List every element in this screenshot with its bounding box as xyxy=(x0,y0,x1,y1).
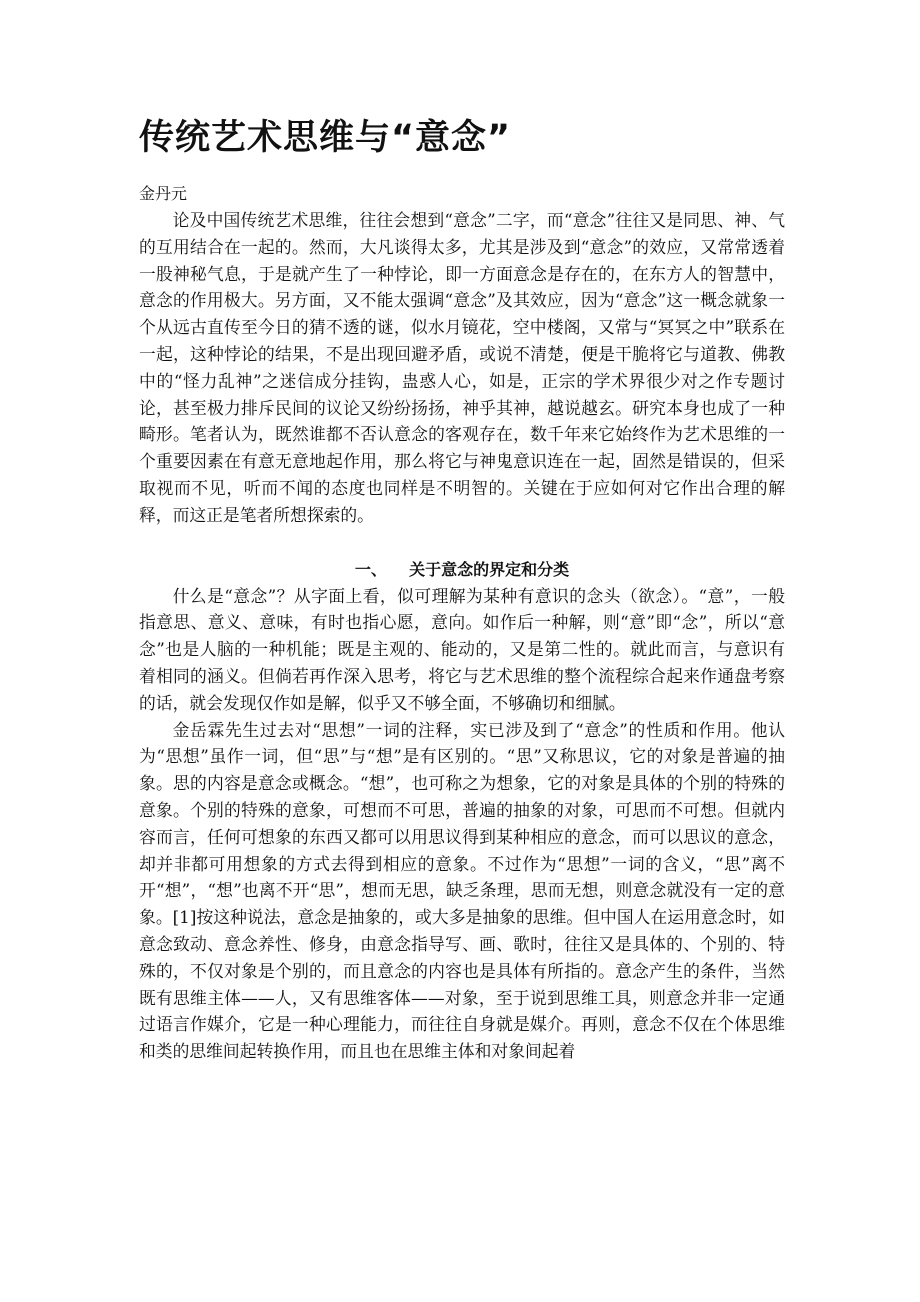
section-heading: 一、 关于意念的界定和分类 xyxy=(354,559,570,579)
document-page xyxy=(139,110,785,1065)
author-name: 金丹元 xyxy=(139,184,188,203)
intro-paragraph: 论及中国传统艺术思维，往往会想到“意念”二字，而“意念”往往又是同思、神、气的互用结合在一起的。然而，大凡谈得太多，尤其是涉及到“意念”的效应，又常常透着一股神秘气息，于是就产生了一种悖论，即一方面意念是存在的，在东方人的智慧中，意念的作用极大。另方面，又不能太强调“意念”及其效应，因为“意念”这一概念就象一个从远古直传至今日的猜不透的谜，似水月镜花，空中楼阁，又常与“冥冥之中”联系在一起，这种悖论的结果，不是出现回避矛盾，或说不清楚，便是干脆将它与道教、佛教中的“怪力乱神”之迷信成分挂钩，蛊惑人心，如是，正宗的学术界很少对之作专题讨论，甚至极力排斥民间的议论又纷纷扬扬，神乎其神，越说越玄。研究本身也成了一种畸形。笔者认为，既然谁都不否认意念的客观存在，数千年来它始终作为艺术思维的一个重要因素在有意无意地起作用，那么将它与神鬼意识连在一起，固然是错误的，但采取视而不见，听而不闻的态度也同样是不明智的。关键在于应如何对它作出合理的解释，而这正是笔者所想探索的。 xyxy=(139,210,785,525)
document-title: 传统艺术思维与“意念” xyxy=(139,118,512,158)
body-paragraph: 什么是“意念”？从字面上看，似可理解为某种有意识的念头（欲念）。“意”，一般指意思、意义、意味，有时也指心愿，意向。如作后一种解，则“意”即“念”，所以“意念”也是人脑的一种机能；既是主观的、能动的，又是第二性的。就此而言，与意识有着相同的涵义。但倘若再作深入思考，将它与艺术思维的整个流程综合起来作通盘考察的话，就会发现仅作如是解，似乎又不够全面，不够确切和细腻。 xyxy=(139,585,785,713)
body-paragraph: 金岳霖先生过去对“思想”一词的注释，实已涉及到了“意念”的性质和作用。他认为“思想”虽作一词，但“思”与“想”是有区别的。“思”又称思议，它的对象是普遍的抽象。思的内容是意念或概念。“想”，也可称之为想象，它的对象是具体的个别的特殊的意象。个别的特殊的意象，可想而不可思，普遍的抽象的对象，可思而不可想。但就内容而言，任何可想象的东西又都可以用思议得到某种相应的意念，而可以思议的意念，却并非都可用想象的方式去得到相应的意象。不过作为“思想”一词的含义，“思”离不开“想”，“想”也离不开“思”，想而无思，缺乏条理，思而无想，则意念就没有一定的意象。[1]按这种说法，意念是抽象的，或大多是抽象的思维。但中国人在运用意念时，如意念致动、意念养性、修身，由意念指导写、画、歌时，往往又是具体的、个别的、特殊的，不仅对象是个别的，而且意念的内容也是具体有所指的。意念产生的条件，当然既有思维主体——人，又有思维客体——对象，至于说到思维工具，则意念并非一定通过语言作媒介，它是一种心理能力，而往往自身就是媒介。再则，意念不仅在个体思维和类的思维间起转换作用，而且也在思维主体和对象间起着 xyxy=(139,719,785,1062)
